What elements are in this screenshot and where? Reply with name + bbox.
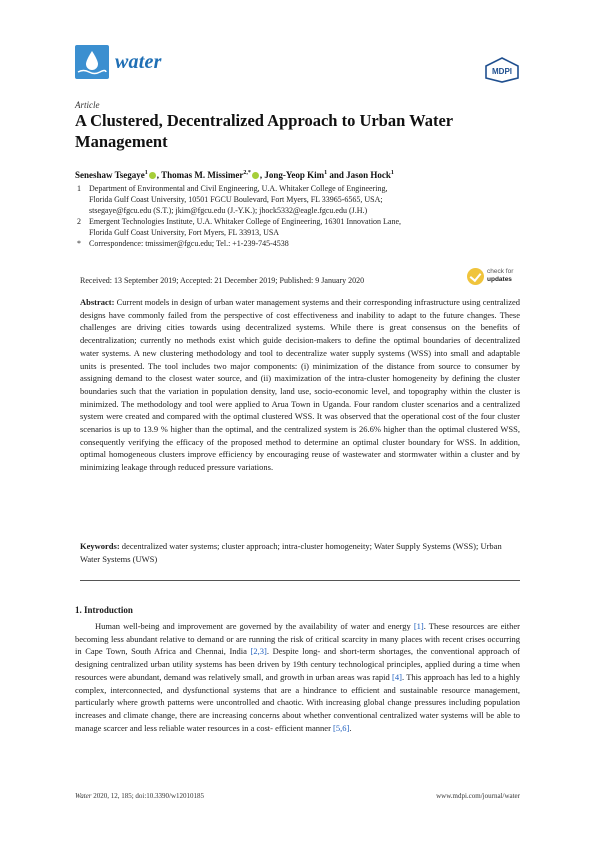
intro-text-4: . This approach has led to a highly complex, interconnected, and dysfunctional systems that are a hindrance to efficient and sustainable resource management, particularly where growth patterns were uncontrolled and chaotic. With increasing global change pressures including population increases and climate change, there are increasing concerns about whether conventional centralized water systems will be able to manage scarcer and less reliable water resources in a cost- efficient manner (75, 671, 520, 733)
author-name[interactable]: Jason Hock (346, 170, 391, 180)
affiliation-line: Department of Environmental and Civil Engineering, U.A. Whitaker College of Engineering, (89, 184, 388, 193)
check-updates-line1: check for (487, 268, 514, 275)
affiliation-line: Emergent Technologies Institute, U.A. Whitaker College of Engineering, 16301 Innovation Lane, (89, 217, 402, 226)
footer-doi: 2020, 12, 185; doi:10.3390/w12010185 (91, 792, 205, 800)
author-name[interactable]: Thomas M. Missimer (161, 170, 244, 180)
checkmark-icon (467, 268, 484, 285)
abstract (80, 296, 520, 474)
author-affiliation-marker: 1 (324, 170, 328, 176)
keywords-label: Keywords: (80, 541, 120, 551)
footer-journal: Water (75, 792, 92, 800)
intro-text-1: Human well-being and improvement are governed by the availability of water and energy (95, 621, 414, 631)
intro-text-2: . These resources are either becoming less abundant relative to demand or are running the risk of critical scarcity in many places with recent crises occurring in Cape Town, South Africa and Chennai, India (75, 621, 520, 657)
orcid-icon[interactable] (149, 172, 156, 179)
abstract-label: Abstract: (80, 297, 115, 307)
section-divider (80, 580, 520, 581)
publication-dates: Received: 13 September 2019; Accepted: 21 December 2019; Published: 9 January 2020 (80, 276, 365, 285)
author-affiliation-marker: 1 (144, 170, 148, 176)
keywords (80, 540, 520, 565)
keywords-text: decentralized water systems; cluster approach; intra-cluster homogeneity; Water Supply Systems (WSS); Urban Water Systems (UWS) (80, 541, 502, 564)
affiliation-line: Florida Gulf Coast University, Fort Myers, FL 33913, USA (89, 228, 280, 237)
mdpi-logo-text: MDPI (492, 67, 512, 76)
check-updates-line2: updates (487, 276, 512, 283)
author-list (75, 167, 520, 181)
intro-text-3: . Despite long- and short-term shortages, the conventional approach of designing centralized urban utility systems has been driven by 19th century technological principles, applied during a time when resources were abundant, demand was relatively small, and growth in urban areas was rapid (75, 646, 520, 682)
check-for-updates-badge[interactable] (467, 267, 522, 287)
article-type: Article (75, 100, 100, 110)
abstract-text: Current models in design of urban water management systems and their corresponding infrastructure using centralized designs have commonly failed from the perspective of cost effectiveness and inability to adapt to the future changes. These challenges are driving cities towards using decentralized systems. While there is great consensus on the benefits of decentralization; currently no methods exist which guide decision-makers to define the optimal boundaries of decentralized water systems. A new clustering methodology and tool to decentralize water supply systems (WSS) into small and adaptable units is presented. The tool includes two major components: (i) minimization of the distance from source to consumer by assigning demand to the closest water source, and (ii) maximization of the intra-cluster homogeneity by defining the cluster boundaries such that the variation in population density, land use, socio-economic level, and topography within the cluster is minimized. The methodology and tool were applied to Arua Town in Uganda. Four random cluster scenarios and a centralized system were created and compared with the optimal clustered WSS. It was observed that the operational cost of the four cluster scenarios is up to 13.9 % higher than the optimal, and the centralized system is 26.6% higher than the optimal clustered WSS, consequently verifying the efficacy of the proposed method to determine an optimal cluster boundary for WSS. In addition, optimal homogeneous clusters improve efficiency by encouraging reuse of wastewater and stormwater within a cluster and by minimizing leakage through reduced pressure variations. (80, 297, 520, 473)
citation-link[interactable]: [5,6] (333, 722, 350, 733)
author-name[interactable]: Seneshaw Tsegaye (75, 170, 145, 180)
affiliation-number: 2 (77, 217, 81, 226)
author-affiliation-marker: 1 (390, 170, 394, 176)
author-separator: , (259, 170, 265, 180)
affiliation-line: stsegaye@fgcu.edu (S.T.); jkim@fgcu.edu (J.-Y.K.); jhock5332@eagle.fgcu.edu (J.H.) (89, 206, 368, 215)
journal-logo[interactable] (75, 45, 162, 79)
affiliation-item (75, 216, 520, 238)
orcid-icon[interactable] (252, 172, 259, 179)
affiliation-number: * (77, 239, 81, 248)
introduction-paragraph (75, 620, 520, 734)
intro-text-5: . (349, 722, 352, 733)
citation-link[interactable]: [2,3] (250, 646, 267, 657)
affiliations (75, 183, 520, 249)
article-title: A Clustered, Decentralized Approach to Urban Water Management (75, 111, 453, 151)
affiliation-item (75, 238, 520, 249)
affiliation-number: 1 (77, 184, 81, 193)
journal-name: water (115, 50, 162, 73)
author-separator: , (156, 170, 162, 180)
page-header (75, 45, 520, 85)
author-affiliation-marker: 2,* (243, 170, 251, 176)
water-drop-icon (75, 45, 109, 79)
mdpi-logo-icon[interactable] (484, 57, 520, 83)
section-heading-introduction: 1. Introduction (75, 605, 133, 615)
author-separator: and (327, 170, 347, 180)
affiliation-item (75, 183, 520, 216)
affiliation-line: Correspondence: tmissimer@fgcu.edu; Tel.: +1-239-745-4538 (89, 239, 289, 248)
footer-url[interactable]: www.mdpi.com/journal/water (436, 792, 520, 800)
affiliation-line: Florida Gulf Coast University, 10501 FGCU Boulevard, Fort Myers, FL 33965-6565, USA; (89, 195, 383, 204)
author-name[interactable]: Jong-Yeop Kim (264, 170, 325, 180)
citation-link[interactable]: [1] (413, 621, 424, 631)
citation-link[interactable]: [4] (392, 671, 402, 682)
footer-citation (75, 792, 204, 800)
